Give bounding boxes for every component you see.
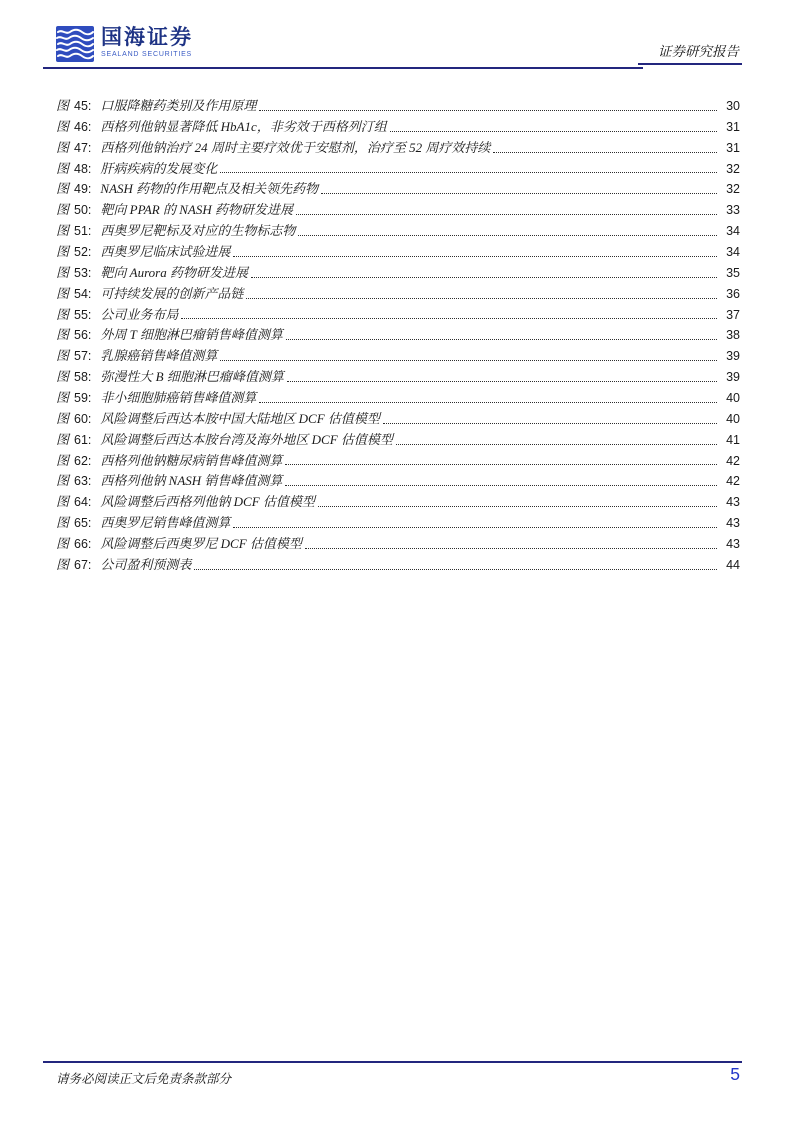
dot-leader [220,172,717,173]
figure-number: 60: [74,411,92,426]
figure-page-number: 34 [726,224,740,239]
figure-title: 非小细胞肺癌销售峰值测算 [100,390,257,406]
figure-number: 53: [74,265,92,280]
figure-word: 图 [56,264,70,280]
figure-page-number: 43 [726,516,740,531]
header-divider [43,67,643,69]
figure-number: 49: [74,182,92,197]
footer-disclaimer: 请务必阅读正文后免责条款部分 [56,1072,232,1086]
toc-entry[interactable] [56,491,740,512]
figure-title: 西格列他钠治疗 24 周时主要疗效优于安慰剂，治疗至 52 周疗效持续 [100,139,491,155]
toc-list [56,95,740,575]
figure-number: 56: [74,328,92,343]
toc-entry[interactable] [56,470,740,491]
figure-page-number: 43 [726,495,740,510]
dot-leader [286,339,717,340]
toc-entry[interactable] [56,116,740,137]
toc-entry[interactable] [56,199,740,220]
dot-leader [318,506,717,507]
figure-page-number: 37 [726,307,740,322]
figure-page-number: 34 [726,245,740,260]
figure-number: 61: [74,432,92,447]
figure-number: 48: [74,161,92,176]
toc-entry[interactable] [56,283,740,304]
company-logo [56,26,193,62]
figure-page-number: 41 [726,432,740,447]
toc-entry[interactable] [56,450,740,471]
figure-page-number: 40 [726,391,740,406]
report-type-label: 证券研究报告 [638,42,742,65]
figure-number: 66: [74,537,92,552]
figure-number: 63: [74,474,92,489]
toc-entry[interactable] [56,95,740,116]
figure-word: 图 [56,390,70,406]
toc-entry[interactable] [56,554,740,575]
figure-title: 弥漫性大 B 细胞淋巴瘤峰值测算 [100,369,284,385]
figure-title: 风险调整后西达本胺台湾及海外地区 DCF 估值模型 [100,431,393,447]
figure-number: 62: [74,453,92,468]
toc-entry[interactable] [56,262,740,283]
toc-entry[interactable] [56,512,740,533]
figure-title: NASH 药物的作用靶点及相关领先药物 [100,181,319,197]
figure-number: 58: [74,370,92,385]
figure-title: 外周 T 细胞淋巴瘤销售峰值测算 [100,327,283,343]
figure-title: 风险调整后西奥罗尼 DCF 估值模型 [100,536,302,552]
figure-page-number: 30 [726,99,740,113]
dot-leader [251,277,717,278]
dot-leader [396,444,717,445]
toc-entry[interactable] [56,533,740,554]
figure-word: 图 [56,348,70,364]
figure-word: 图 [56,160,70,176]
figure-number: 64: [74,495,92,510]
figure-word: 图 [56,556,70,572]
figure-word: 图 [56,285,70,301]
figure-page-number: 42 [726,474,740,489]
figure-page-number: 44 [726,557,740,572]
figure-word: 图 [56,327,70,343]
figure-page-number: 33 [726,203,740,218]
figure-page-number: 35 [726,265,740,280]
dot-leader [287,381,717,382]
figure-page-number: 38 [726,328,740,343]
figure-word: 图 [56,202,70,218]
figure-word: 图 [56,98,70,113]
figure-number: 67: [74,557,92,572]
figure-number: 50: [74,203,92,218]
figure-title: 乳腺癌销售峰值测算 [100,348,218,364]
dot-leader [493,152,717,153]
figure-word: 图 [56,369,70,385]
figure-number: 59: [74,391,92,406]
figure-page-number: 43 [726,537,740,552]
figure-number: 47: [74,140,92,155]
figure-word: 图 [56,118,70,134]
toc-entry[interactable] [56,137,740,158]
toc-entry[interactable] [56,324,740,345]
figure-word: 图 [56,223,70,239]
figure-word: 图 [56,431,70,447]
dot-leader [233,527,717,528]
figure-page-number: 31 [726,140,740,155]
dot-leader [390,131,717,132]
dot-leader [285,485,717,486]
figure-number: 57: [74,349,92,364]
figure-title: 靶向 PPAR 的 NASH 药物研发进展 [100,202,293,218]
figure-title: 西奥罗尼销售峰值测算 [100,515,231,531]
toc-entry[interactable] [56,178,740,199]
dot-leader [246,298,717,299]
figure-page-number: 42 [726,453,740,468]
figure-number: 54: [74,286,92,301]
dot-leader [181,318,717,319]
dot-leader [285,464,717,465]
toc-entry[interactable] [56,241,740,262]
figure-number: 45: [74,99,92,113]
figure-page-number: 31 [726,119,740,134]
figure-number: 46: [74,119,92,134]
figure-title: 西格列他钠显著降低 HbA1c，非劣效于西格列汀组 [100,118,387,134]
company-name-block [101,26,193,59]
figure-number: 55: [74,307,92,322]
dot-leader [383,423,717,424]
toc-entry[interactable] [56,304,740,325]
figure-word: 图 [56,139,70,155]
company-name-cn: 国海证券 [101,26,193,49]
figure-title: 西格列他钠 NASH 销售峰值测算 [100,473,283,489]
figure-title: 西奥罗尼靶标及对应的生物标志物 [100,223,296,239]
figure-word: 图 [56,306,70,322]
figure-number: 51: [74,224,92,239]
dot-leader [259,402,717,403]
dot-leader [298,235,717,236]
figure-title: 风险调整后西达本胺中国大陆地区 DCF 估值模型 [100,410,380,426]
toc-entry[interactable] [56,220,740,241]
page-number: 5 [730,1064,740,1084]
figure-page-number: 36 [726,286,740,301]
figure-title: 可持续发展的创新产品链 [100,285,244,301]
dot-leader [259,110,717,111]
figure-page-number: 40 [726,411,740,426]
dot-leader [233,256,717,257]
figure-title: 公司盈利预测表 [100,556,192,572]
dot-leader [194,569,717,570]
figure-word: 图 [56,244,70,260]
footer-divider [43,1061,742,1063]
figure-word: 图 [56,515,70,531]
dot-leader [220,360,717,361]
figure-title: 西格列他钠糖尿病销售峰值测算 [100,452,283,468]
figure-word: 图 [56,181,70,197]
figure-number: 65: [74,516,92,531]
figure-word: 图 [56,473,70,489]
figure-title: 西奥罗尼临床试验进展 [100,244,231,260]
toc-entry[interactable] [56,366,740,387]
figure-number: 52: [74,245,92,260]
figure-page-number: 39 [726,349,740,364]
figure-page-number: 32 [726,182,740,197]
figure-title: 靶向 Aurora 药物研发进展 [100,264,248,280]
toc-entry[interactable] [56,345,740,366]
figure-word: 图 [56,452,70,468]
figure-title: 口服降糖药类别及作用原理 [100,98,257,113]
figure-word: 图 [56,494,70,510]
figure-page-number: 32 [726,161,740,176]
dot-leader [305,548,717,549]
dot-leader [321,193,717,194]
figure-title: 风险调整后西格列他钠 DCF 估值模型 [100,494,315,510]
toc-entry[interactable] [56,158,740,179]
toc-entry[interactable] [56,429,740,450]
figure-title: 肝病疾病的发展变化 [100,160,218,176]
sealand-wave-logo-icon [56,26,94,62]
figure-title: 公司业务布局 [100,306,179,322]
company-name-en: SEALAND SECURITIES [101,51,193,58]
dot-leader [296,214,717,215]
toc-entry[interactable] [56,387,740,408]
figure-word: 图 [56,536,70,552]
figure-page-number: 39 [726,370,740,385]
toc-entry[interactable] [56,408,740,429]
figure-word: 图 [56,410,70,426]
